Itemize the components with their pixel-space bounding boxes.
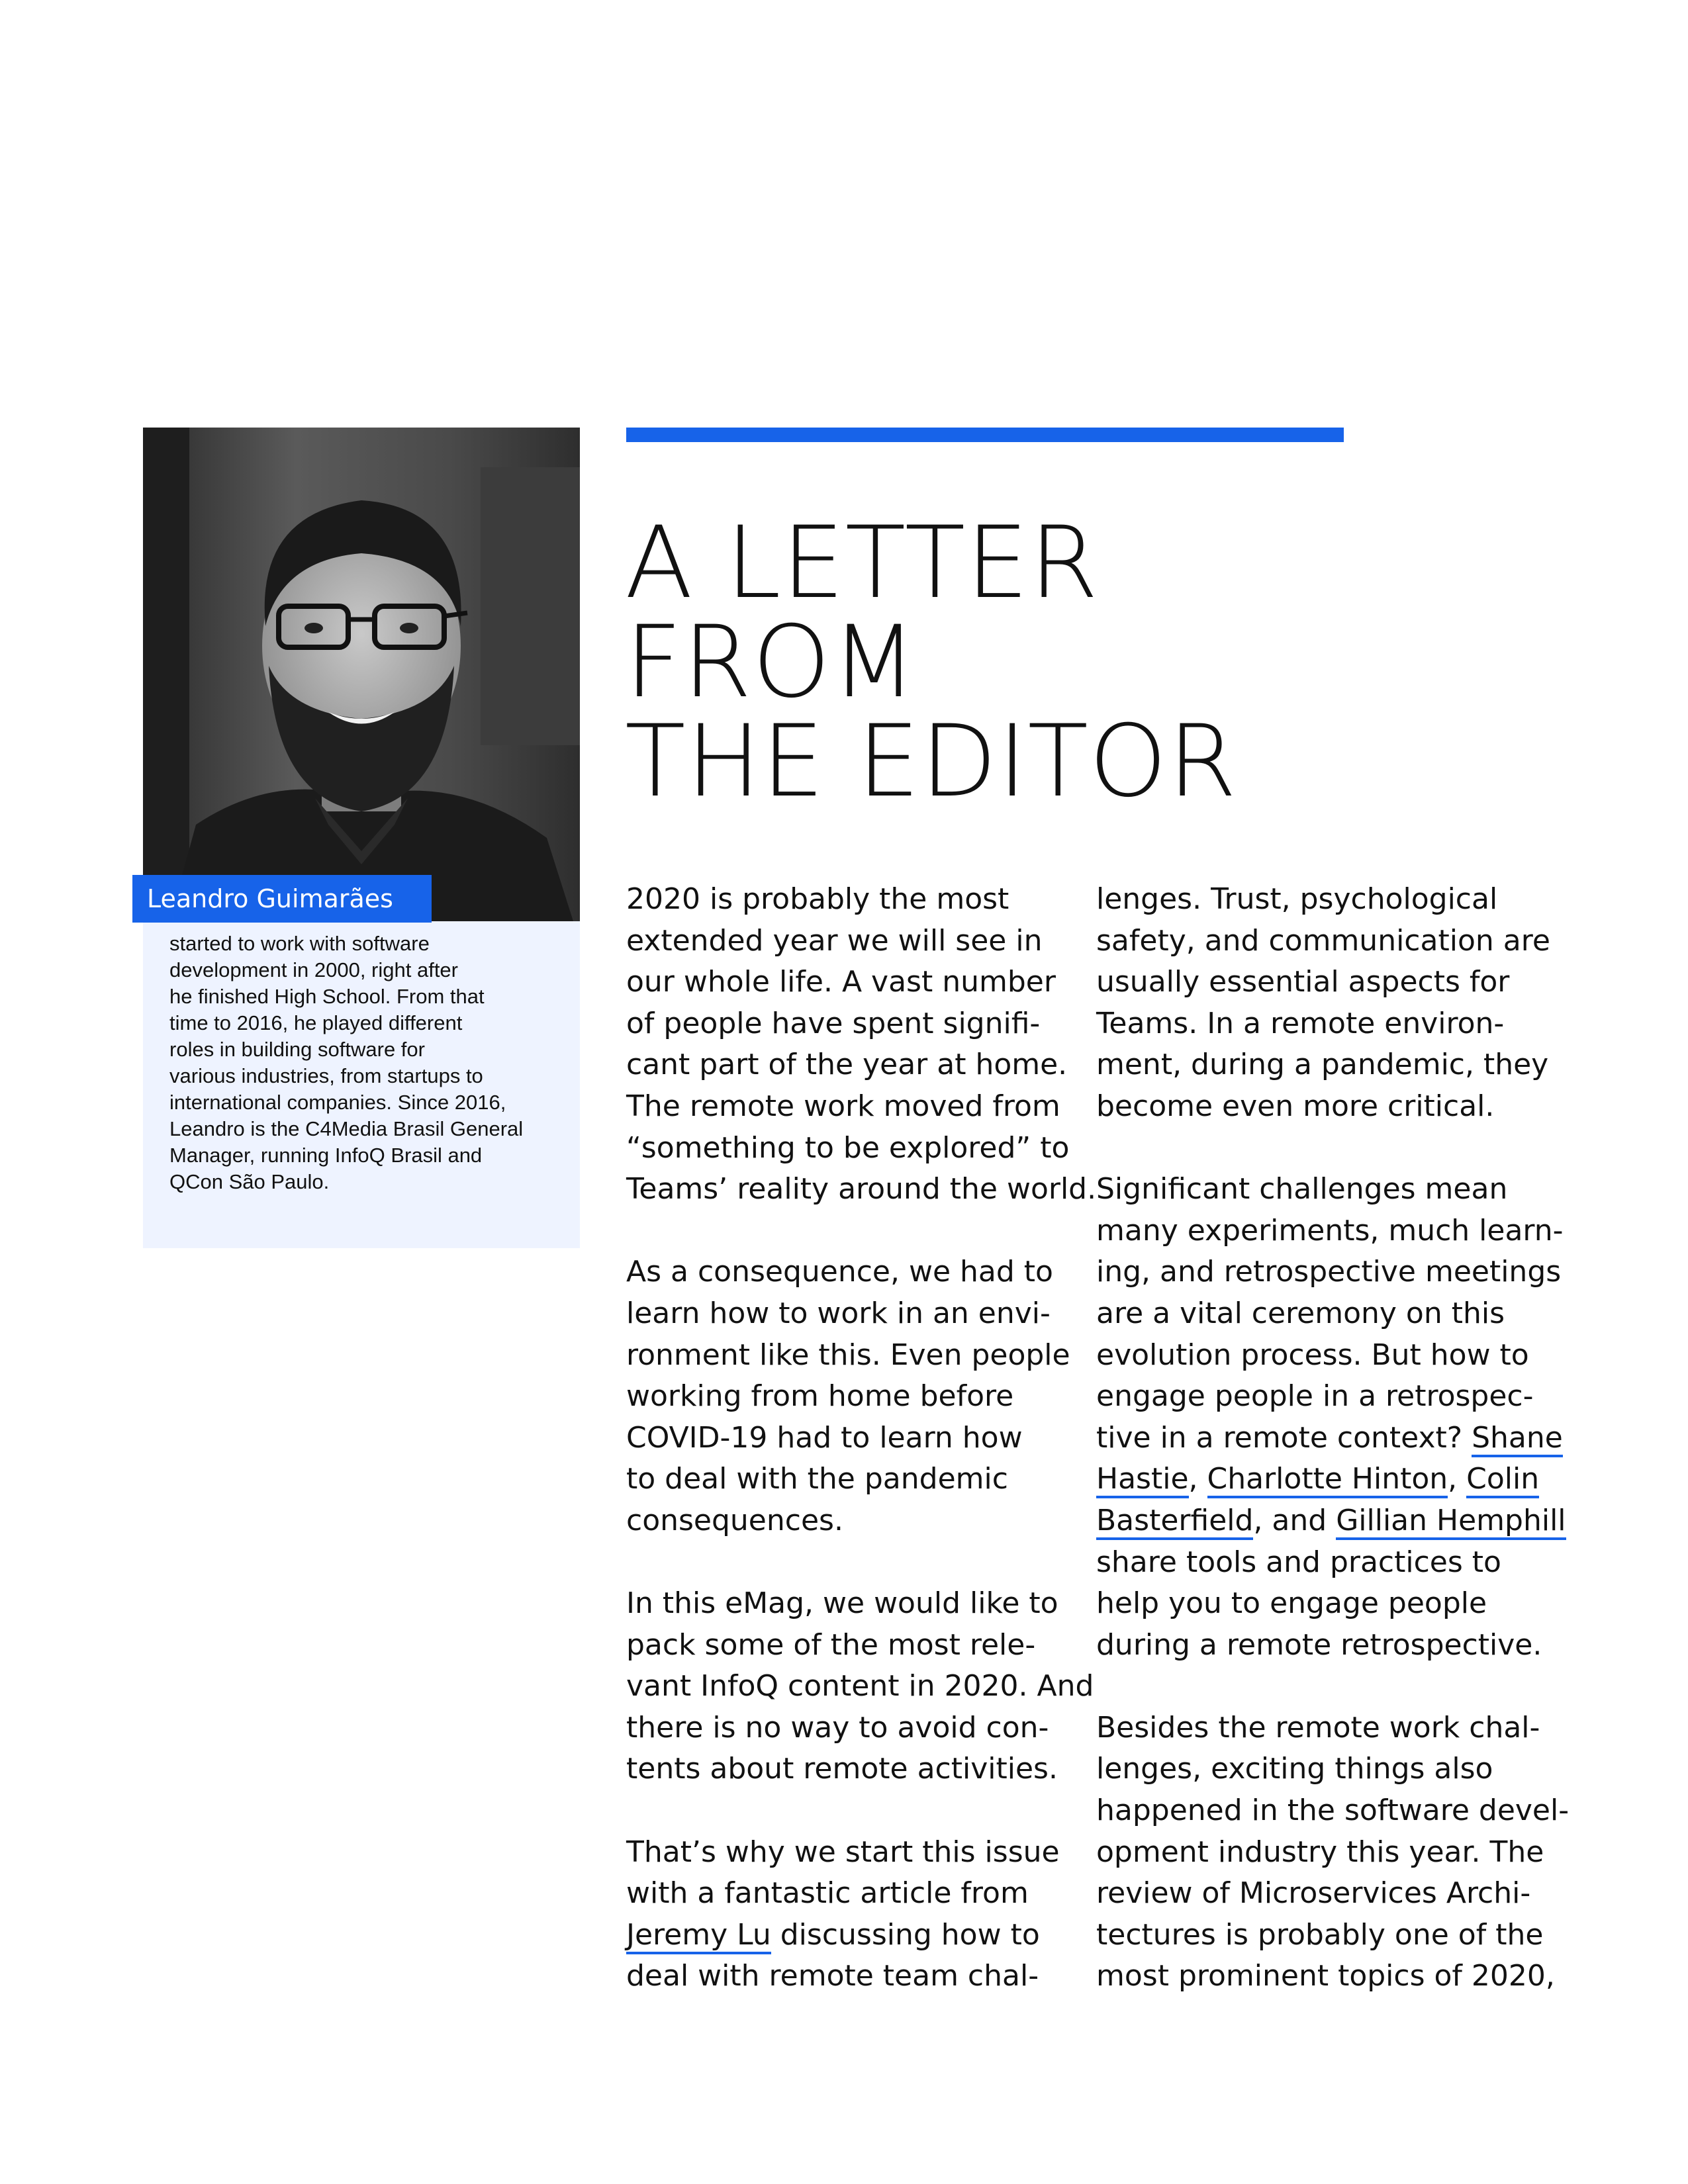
author-bio-line: QCon São Paulo. <box>169 1170 330 1193</box>
article-line: our whole life. A vast number <box>626 965 1056 999</box>
author-bio-line: Leandro is the C4Media Brasil General <box>169 1117 524 1140</box>
article-line: COVID-19 had to learn how <box>626 1420 1023 1455</box>
article-line: The remote work moved from <box>626 1089 1060 1123</box>
article-line: learn how to work in an envi- <box>626 1296 1051 1330</box>
article-line: In this eMag, we would like to <box>626 1586 1058 1621</box>
title-accent-bar <box>626 428 1344 442</box>
article-line: of people have spent signifi- <box>626 1006 1041 1040</box>
article-line: extended year we will see in <box>626 923 1043 958</box>
author-name: Leandro Guimarães <box>132 875 432 923</box>
article-line: tents about remote activities. <box>626 1752 1058 1786</box>
article-line: consequences. <box>626 1503 843 1537</box>
link-shane-hastie[interactable]: Hastie <box>1096 1462 1189 1498</box>
article-line: Teams’ reality around the world. <box>626 1172 1097 1206</box>
page-title <box>625 506 1419 819</box>
author-bio-line: international companies. Since 2016, <box>169 1091 506 1114</box>
article-line: 2020 is probably the most <box>626 882 1009 916</box>
article-line: “something to be explored” to <box>626 1130 1070 1165</box>
author-bio-line: started to work with software <box>169 932 430 955</box>
article-line <box>1096 1500 1566 1542</box>
link-charlotte-hinton[interactable]: Charlotte Hinton <box>1207 1462 1448 1498</box>
article-line: lenges. Trust, psychological <box>1096 882 1498 916</box>
article-text: , <box>1448 1462 1467 1496</box>
article-line <box>626 1915 1090 1956</box>
link-shane-hastie[interactable]: Shane <box>1472 1421 1563 1457</box>
author-bio-line: time to 2016, he played different <box>169 1011 463 1034</box>
article-line <box>1096 1459 1546 1500</box>
article-line: working from home before <box>626 1379 1014 1414</box>
author-portrait-image <box>143 428 580 921</box>
article-line: cant part of the year at home. <box>626 1048 1068 1082</box>
article-line: most prominent topics of 2020, <box>1096 1959 1555 1993</box>
page-title-line: A LETTER FROM <box>625 506 1100 720</box>
article-line: ment, during a pandemic, they <box>1096 1048 1549 1082</box>
article-column-right <box>1096 879 1570 1997</box>
article-line: ronment like this. Even people <box>626 1338 1070 1372</box>
article-line: with a fantastic article from <box>626 1876 1029 1911</box>
author-photo <box>143 428 580 921</box>
article-line: As a consequence, we had to <box>626 1255 1053 1289</box>
paragraph-gap <box>626 1210 1090 1252</box>
author-bio-line: roles in building software for <box>169 1038 425 1061</box>
article-line: vant InfoQ content in 2020. And <box>626 1669 1094 1704</box>
article-line: during a remote retrospective. <box>1096 1627 1542 1662</box>
article-line: pack some of the most rele- <box>626 1627 1036 1662</box>
article-line: share tools and practices to <box>1096 1545 1501 1579</box>
article-line: usually essential aspects for <box>1096 965 1510 999</box>
author-bio-line: development in 2000, right after <box>169 958 458 981</box>
paragraph-gap <box>626 1542 1090 1584</box>
article-column-left <box>626 879 1097 1997</box>
article-line: help you to engage people <box>1096 1586 1487 1621</box>
paragraph-gap <box>1096 1666 1546 1707</box>
article-line: That’s why we start this issue <box>626 1835 1060 1869</box>
article-line <box>1096 1418 1563 1459</box>
article-line: to deal with the pandemic <box>626 1462 1008 1496</box>
author-bio <box>169 931 560 1195</box>
article-text: discussing how to <box>771 1917 1040 1952</box>
article-line: there is no way to avoid con- <box>626 1710 1049 1745</box>
article-line: evolution process. But how to <box>1096 1338 1529 1372</box>
article-line: review of Microservices Archi- <box>1096 1876 1531 1911</box>
author-bio-line: he finished High School. From that <box>169 985 485 1008</box>
article-text: , and <box>1253 1503 1336 1537</box>
article-line: Significant challenges mean <box>1096 1172 1508 1206</box>
author-bio-line: Manager, running InfoQ Brasil and <box>169 1144 483 1167</box>
link-jeremy-lu[interactable]: Jeremy Lu <box>626 1918 771 1954</box>
author-bio-line: various industries, from startups to <box>169 1064 483 1087</box>
paragraph-gap <box>626 1790 1090 1832</box>
link-colin-basterfield[interactable]: Colin <box>1466 1462 1539 1498</box>
article-line: opment industry this year. The <box>1096 1835 1544 1869</box>
page-title-line: THE EDITOR <box>625 704 1238 819</box>
article-line: become even more critical. <box>1096 1089 1495 1123</box>
article-text: , <box>1188 1462 1207 1496</box>
link-gillian-hemphill[interactable]: Gillian Hemphill <box>1336 1504 1566 1540</box>
paragraph-gap <box>1096 1128 1546 1169</box>
article-line: many experiments, much learn- <box>1096 1213 1564 1248</box>
article-line: tectures is probably one of the <box>1096 1917 1544 1952</box>
article-line: engage people in a retrospec- <box>1096 1379 1534 1414</box>
article-text: tive in a remote context? <box>1096 1420 1472 1455</box>
article-line: deal with remote team chal- <box>626 1959 1039 1993</box>
article-line: lenges, exciting things also <box>1096 1752 1493 1786</box>
article-line: safety, and communication are <box>1096 923 1550 958</box>
article-line: ing, and retrospective meetings <box>1096 1255 1562 1289</box>
article-line: Besides the remote work chal- <box>1096 1710 1540 1745</box>
article-line: Teams. In a remote environ- <box>1096 1006 1505 1040</box>
link-colin-basterfield[interactable]: Basterfield <box>1096 1504 1253 1540</box>
article-line: happened in the software devel- <box>1096 1794 1570 1828</box>
article-line: are a vital ceremony on this <box>1096 1296 1505 1330</box>
